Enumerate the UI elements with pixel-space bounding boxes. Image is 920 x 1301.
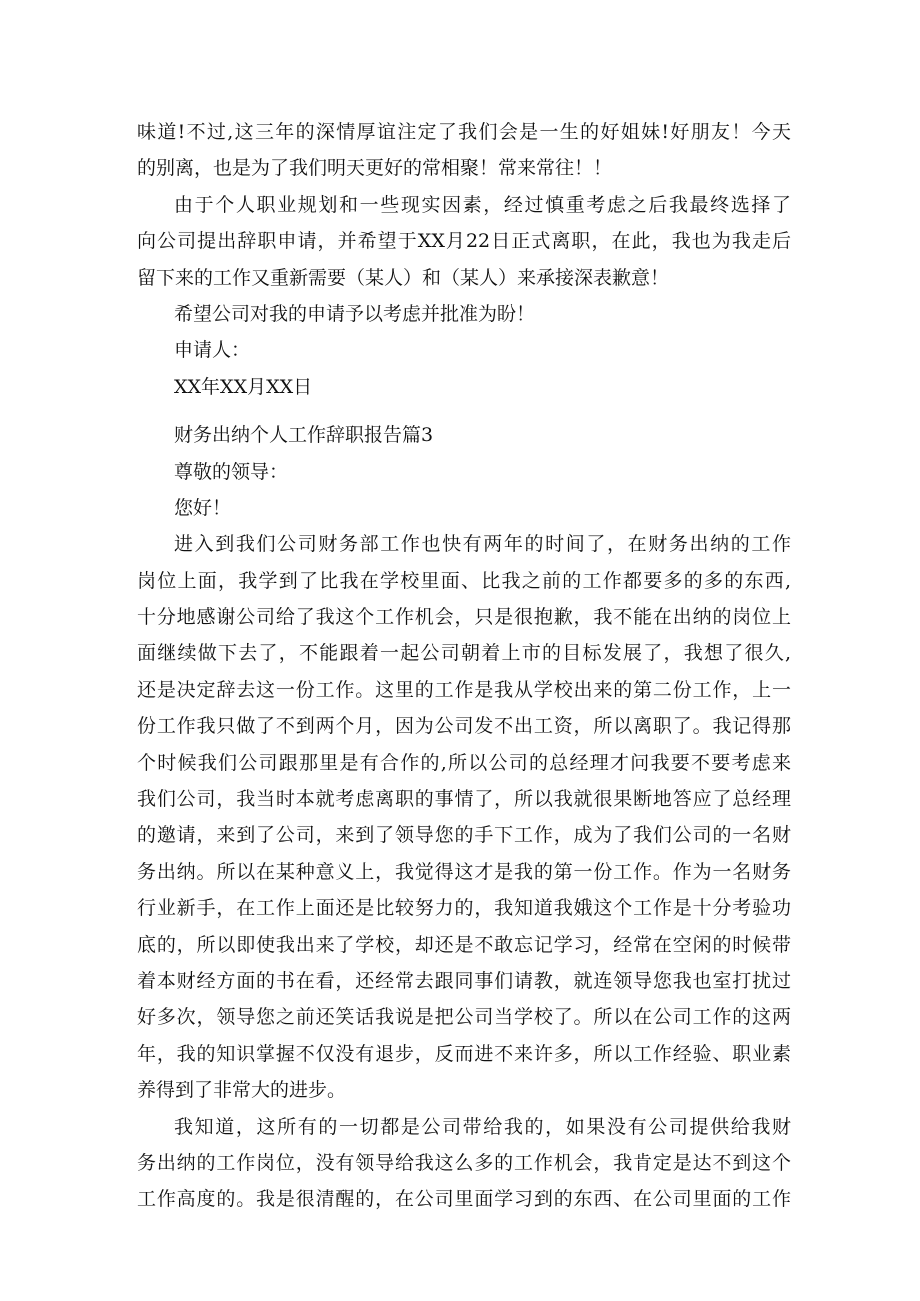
text-line: 面继续做下去了，不能跟着一起公司朝着上市的目标发展了，我想了很久,	[137, 642, 791, 665]
paragraph-work-experience	[137, 526, 791, 1108]
text-line: 十分地感谢公司给了我这个工作机会，只是很抱歉，我不能在出纳的岗位上	[137, 606, 791, 629]
text-line: 年，我的知识掌握不仅没有退步，反而进不来许多，所以工作经验、职业素	[137, 1042, 791, 1065]
text-line: 的邀请，来到了公司，来到了领导您的手下工作，成为了我们公司的一名财	[137, 824, 791, 847]
text-line: 我知道，这所有的一切都是公司带给我的，如果没有公司提供给我财	[174, 1115, 791, 1138]
text-line: 底的，所以即使我出来了学校，却还是不敢忘记学习，经常在空闲的时候带	[137, 933, 791, 956]
text-line: XX年XX月XX日	[174, 375, 313, 398]
paragraph-gratitude	[137, 1109, 791, 1218]
text-line: 工作高度的。我是很清醒的，在公司里面学习到的东西、在公司里面的工作	[137, 1188, 791, 1211]
text-line: 希望公司对我的申请予以考虑并批准为盼！	[174, 302, 536, 325]
paragraph-resignation-reason	[137, 187, 791, 296]
text-line: 个时候我们公司跟那里是有合作的,所以公司的总经理才问我要不要考虑来	[137, 751, 791, 774]
text-line: 务出纳。所以在某种意义上，我觉得这才是我的第一份工作。作为一名财务	[137, 860, 791, 883]
text-line: 份工作我只做了不到两个月，因为公司发不出工资，所以离职了。我记得那	[137, 715, 791, 738]
greeting	[137, 490, 791, 526]
text-line: 的别离，也是为了我们明天更好的常相聚！常来常往！！	[137, 157, 613, 180]
text-line: 留下来的工作又重新需要（某人）和（某人）来承接深表歉意！	[137, 266, 670, 289]
text-line: 务出纳的工作岗位，没有领导给我这么多的工作机会，我肯定是达不到这个	[137, 1151, 791, 1174]
text-line: 尊敬的领导：	[174, 460, 289, 483]
text-line: 申请人：	[174, 339, 251, 362]
text-line: 着本财经方面的书在看，还经常去跟同事们请教，就连领导您我也室打扰过	[137, 969, 791, 992]
applicant-label	[137, 332, 791, 368]
text-line: 好多次，领导您之前还笑话我说是把公司当学校了。所以在公司工作的这两	[137, 1006, 791, 1029]
text-line: 进入到我们公司财务部工作也快有两年的时间了，在财务出纳的工作	[174, 533, 791, 556]
text-line: 由于个人职业规划和一些现实因素，经过慎重考虑之后我最终选择了	[174, 193, 791, 216]
salutation	[137, 454, 791, 490]
text-line: 岗位上面，我学到了比我在学校里面、比我之前的工作都要多的多的东西,	[137, 569, 791, 592]
text-line: 味道!不过,这三年的深情厚谊注定了我们会是一生的好姐妹!好朋友！今天	[137, 121, 791, 143]
paragraph-farewell	[137, 114, 791, 187]
date-line	[137, 369, 791, 405]
text-line: 向公司提出辞职申请，并希望于XX月22日正式离职，在此，我也为我走后	[137, 230, 791, 253]
text-line: 您好！	[174, 496, 232, 519]
text-line: 我们公司，我当时本就考虑离职的事情了，所以我就很果断地答应了总经理	[137, 788, 791, 811]
text-line: 行业新手，在工作上面还是比较努力的，我知道我娥这个工作是十分考验功	[137, 897, 791, 920]
text-line: 还是决定辞去这一份工作。这里的工作是我从学校出来的第二份工作，上一	[137, 678, 791, 701]
text-line: 养得到了非常大的进步。	[137, 1079, 347, 1102]
document-body	[137, 114, 791, 1218]
section-title	[137, 417, 791, 453]
text-line: 财务出纳个人工作辞职报告篇3	[174, 424, 434, 447]
paragraph-request	[137, 296, 791, 332]
